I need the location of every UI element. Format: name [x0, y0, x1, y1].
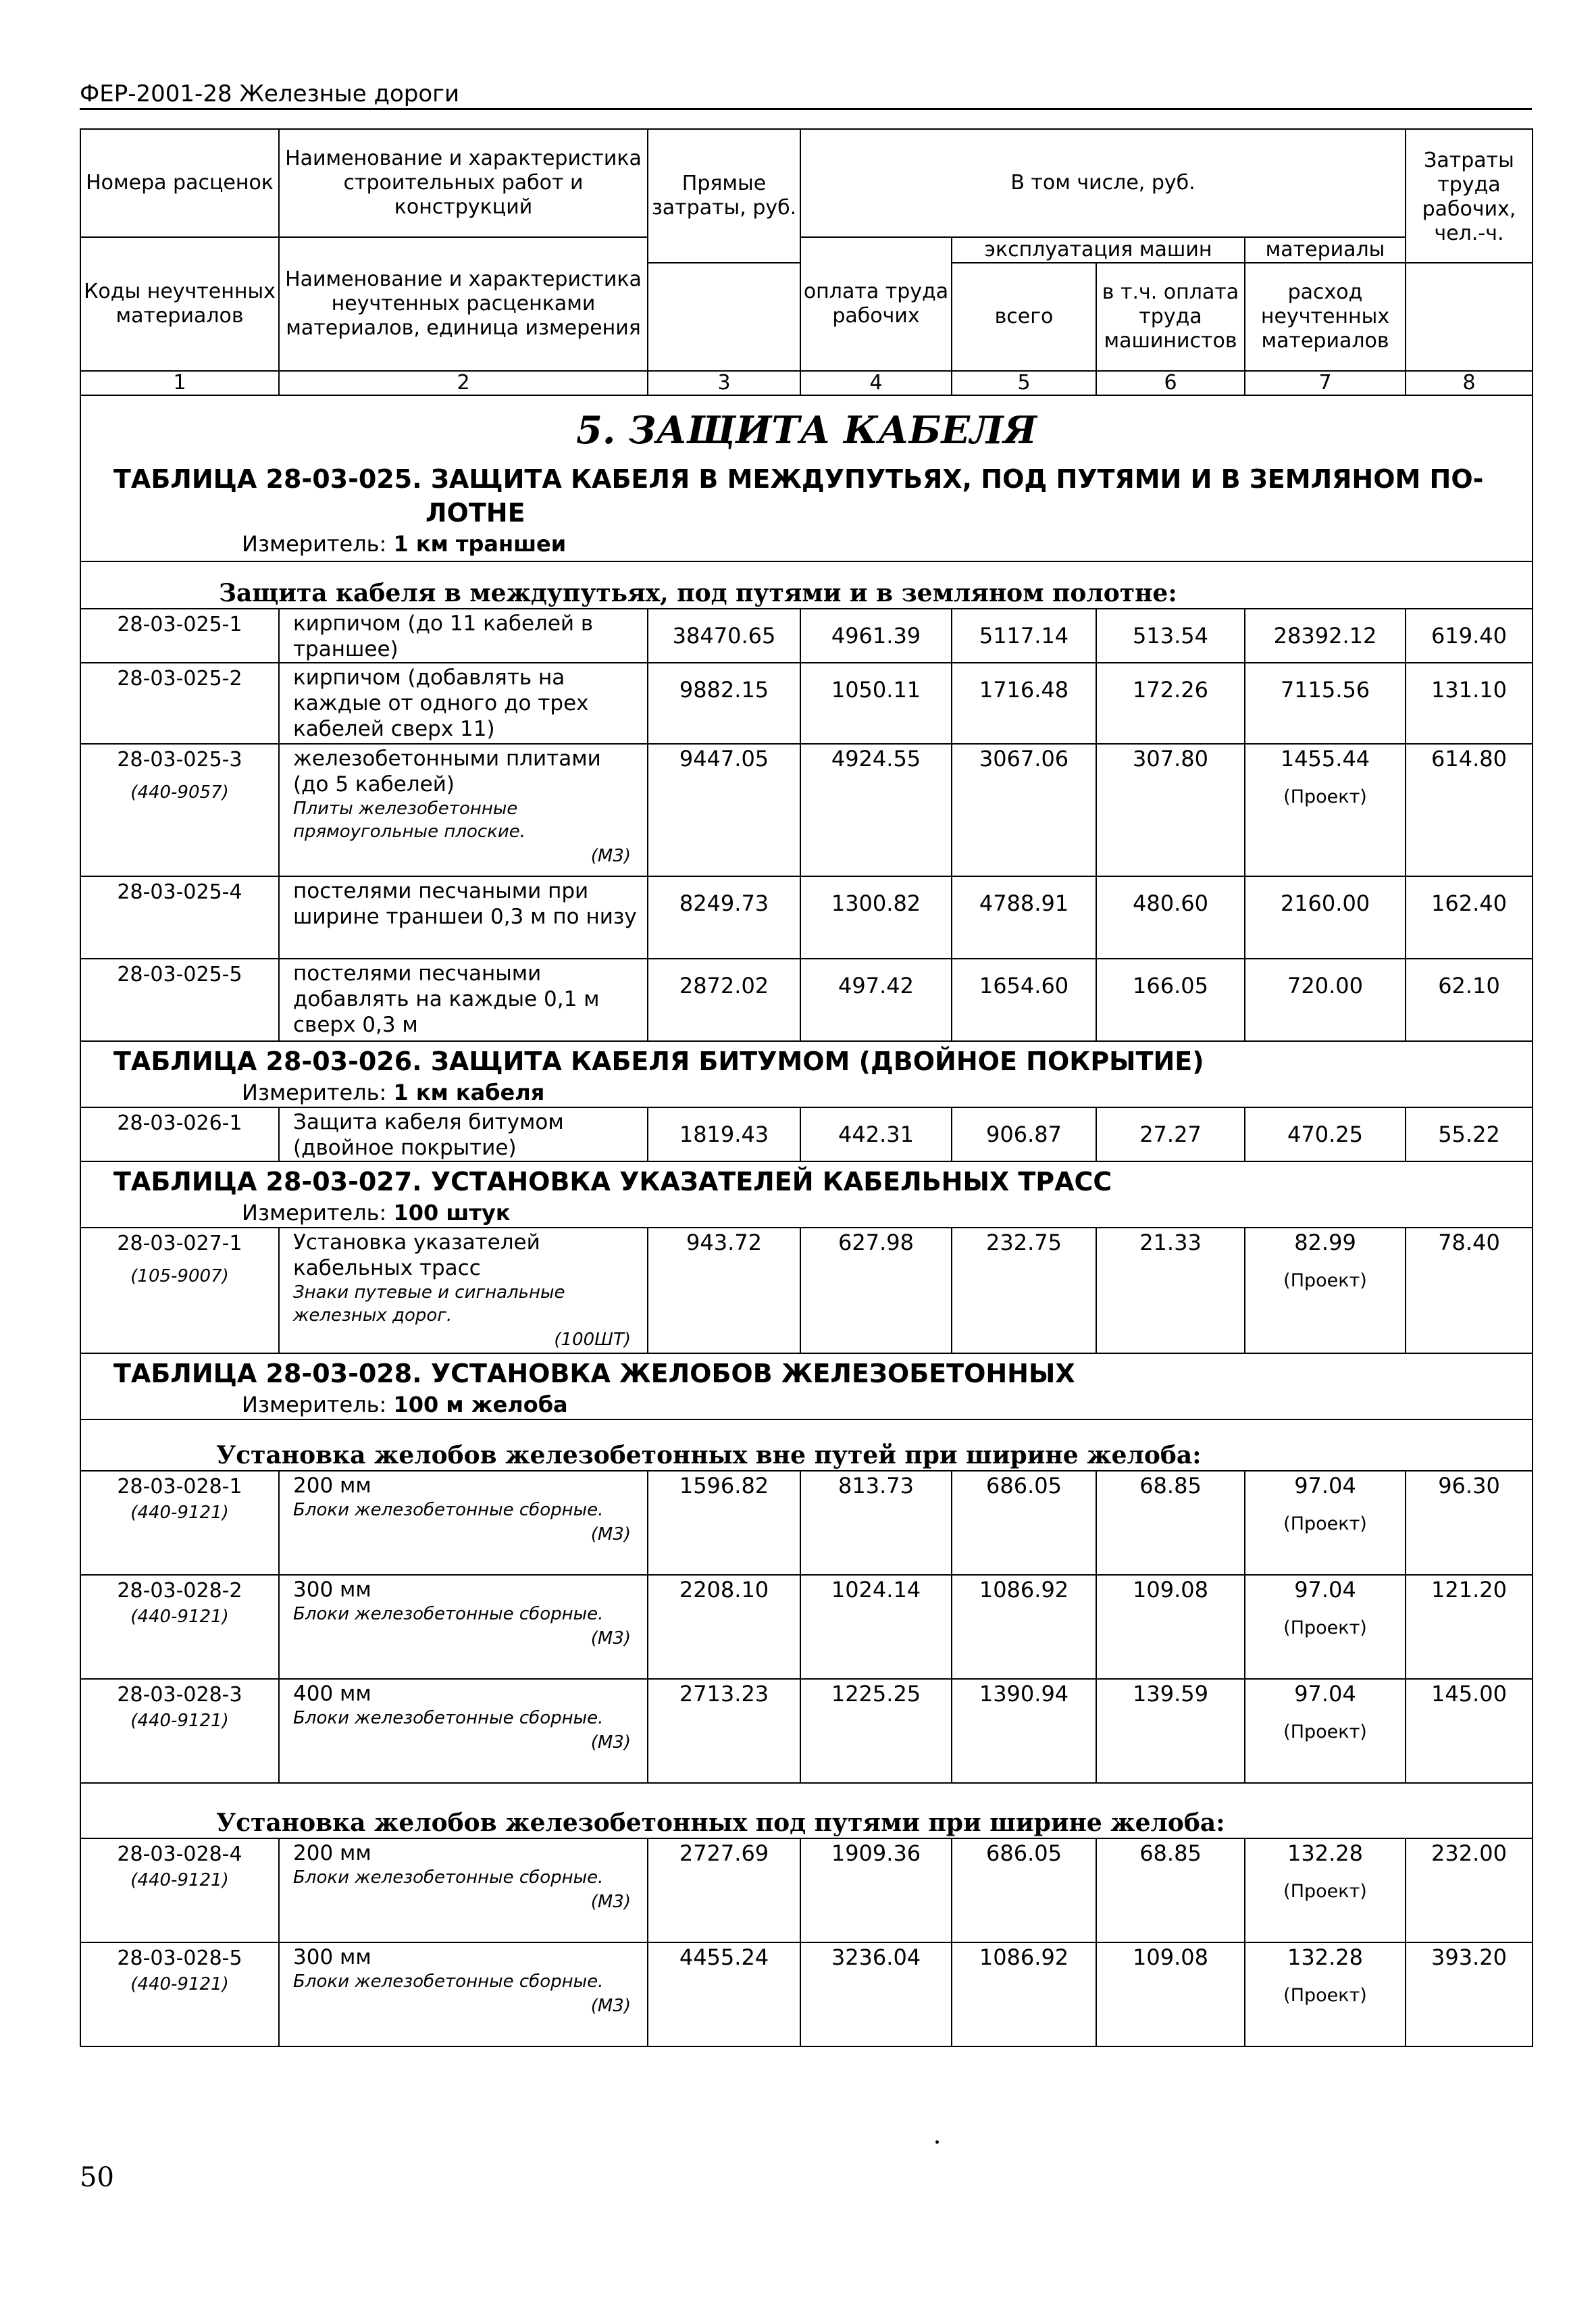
table-row [80, 663, 1533, 744]
rate-name: Установка указателей кабельных трасс [293, 1230, 540, 1280]
rate-name: 400 мм [293, 1682, 371, 1706]
material-name: Блоки железобетонные сборные. [293, 1708, 604, 1728]
labor-cost: 614.80 [1406, 744, 1533, 876]
direct-cost: 4455.24 [648, 1942, 800, 2046]
rate-name: кирпичом (добавлять на каждые от одного до трех кабелей сверх 11) [279, 663, 648, 744]
rate-name-cell [279, 1679, 648, 1783]
materials: 97.04 [1294, 1473, 1356, 1499]
rate-name: 300 мм [293, 1945, 371, 1969]
rate-code: 28-03-026-1 [80, 1107, 279, 1161]
table-026-meter [81, 1078, 1532, 1107]
labor-pay: 1909.36 [800, 1838, 952, 1942]
meter-value: 1 км траншеи [393, 531, 567, 557]
labor-pay: 442.31 [800, 1107, 952, 1161]
table-row [80, 1679, 1533, 1783]
labor-cost: 78.40 [1406, 1228, 1533, 1353]
rate-name-cell [279, 1942, 648, 2046]
material-name: Блоки железобетонные сборные. [293, 1604, 604, 1624]
table-025-meter [81, 530, 1532, 558]
machines-total: 4788.91 [952, 876, 1096, 959]
rate-code: 28-03-028-2 [117, 1579, 242, 1603]
rate-code: 28-03-025-1 [80, 609, 279, 663]
materials: 7115.56 [1245, 663, 1406, 744]
materials: 2160.00 [1245, 876, 1406, 959]
rate-code: 28-03-028-3 [117, 1683, 242, 1707]
materials: 720.00 [1245, 959, 1406, 1041]
rate-code-cell [80, 1228, 279, 1353]
labor-cost: 96.30 [1406, 1471, 1533, 1575]
project-note: (Проект) [1283, 786, 1367, 807]
material-unit: (М3) [590, 1732, 631, 1753]
project-note: (Проект) [1283, 1270, 1367, 1291]
header-labor-cost: Затраты труда рабочих, чел.-ч. [1406, 129, 1533, 263]
table-row [80, 1228, 1533, 1353]
rate-code: 28-03-028-1 [117, 1475, 242, 1499]
meter-label: Измеритель: [242, 531, 387, 557]
table-027-meter [81, 1199, 1532, 1227]
rate-code-cell [80, 1942, 279, 2046]
direct-cost: 1596.82 [648, 1471, 800, 1575]
material-code: (440-9057) [130, 782, 229, 803]
page-header: ФЕР-2001-28 Железные дороги [80, 80, 1532, 110]
rate-name-cell [279, 1838, 648, 1942]
labor-pay: 4961.39 [800, 609, 952, 663]
rate-name: 200 мм [293, 1841, 371, 1865]
rate-code: 28-03-027-1 [117, 1232, 242, 1255]
table-row [80, 609, 1533, 663]
machines-labor: 21.33 [1096, 1228, 1245, 1353]
header-materials-unaccounted: расход неучтенных материалов [1245, 263, 1406, 371]
labor-pay: 4924.55 [800, 744, 952, 876]
machines-labor: 109.08 [1096, 1942, 1245, 2046]
rate-code: 28-03-025-4 [80, 876, 279, 959]
labor-cost: 393.20 [1406, 1942, 1533, 2046]
material-name: Блоки железобетонные сборные. [293, 1971, 604, 1992]
machines-labor: 27.27 [1096, 1107, 1245, 1161]
machines-labor: 68.85 [1096, 1471, 1245, 1575]
material-code: (105-9007) [130, 1266, 229, 1286]
materials-cell [1245, 1575, 1406, 1679]
section-block-025 [80, 395, 1533, 561]
material-unit: (М3) [590, 1892, 631, 1912]
machines-total: 5117.14 [952, 609, 1096, 663]
header-materials: материалы [1245, 237, 1406, 263]
table-025-subtitle-cell [80, 561, 1533, 609]
materials: 470.25 [1245, 1107, 1406, 1161]
rate-code-cell [80, 1838, 279, 1942]
material-unit: (М3) [590, 1524, 631, 1544]
direct-cost: 2208.10 [648, 1575, 800, 1679]
machines-total: 232.75 [952, 1228, 1096, 1353]
project-note: (Проект) [1283, 1617, 1367, 1638]
machines-total: 3067.06 [952, 744, 1096, 876]
header-machines-total: всего [952, 263, 1096, 371]
col-number: 3 [648, 371, 800, 395]
machines-total: 1086.92 [952, 1575, 1096, 1679]
rate-name-cell [279, 744, 648, 876]
labor-pay: 813.73 [800, 1471, 952, 1575]
table-025-title-line2: ЛОТНЕ [426, 498, 525, 528]
col-number: 7 [1245, 371, 1406, 395]
labor-pay: 1050.11 [800, 663, 952, 744]
table-028-subtitle2: Установка желобов железобетонных под путями при ширине желоба: [216, 1809, 1225, 1837]
labor-cost: 131.10 [1406, 663, 1533, 744]
direct-cost: 2872.02 [648, 959, 800, 1041]
table-row [80, 876, 1533, 959]
table-028-subtitle1: Установка желобов железобетонных вне путей при ширине желоба: [216, 1441, 1202, 1469]
materials: 28392.12 [1245, 609, 1406, 663]
material-code: (440-9121) [130, 1711, 229, 1731]
header-machines: эксплуатация машин [952, 237, 1245, 263]
header-col3-cont [648, 263, 800, 371]
materials-cell [1245, 1228, 1406, 1353]
section-title: 5. ЗАЩИТА КАБЕЛЯ [575, 408, 1037, 453]
direct-cost: 943.72 [648, 1228, 800, 1353]
rates-grid [80, 128, 1533, 2047]
rates-table [80, 128, 1532, 2155]
rate-name-cell [279, 1575, 648, 1679]
rate-name: 300 мм [293, 1578, 371, 1602]
materials-cell [1245, 1942, 1406, 2046]
col-number: 1 [80, 371, 279, 395]
materials: 97.04 [1294, 1681, 1356, 1707]
header-machines-labor: в т.ч. оплата труда машинистов [1096, 263, 1245, 371]
labor-cost: 145.00 [1406, 1679, 1533, 1783]
material-unit: (100ШТ) [554, 1330, 631, 1350]
machines-total: 686.05 [952, 1471, 1096, 1575]
table-row [80, 1942, 1533, 2046]
project-note: (Проект) [1283, 1513, 1367, 1534]
table-025-subtitle: Защита кабеля в междупутьях, под путями и в земляном полотне: [219, 579, 1177, 607]
material-unit: (М3) [590, 1628, 631, 1649]
table-028-title: ТАБЛИЦА 28-03-028. УСТАНОВКА ЖЕЛОБОВ ЖЕЛЕЗОБЕТОННЫХ [113, 1359, 1075, 1388]
header-labor-cost-cont [1406, 263, 1533, 371]
machines-labor: 68.85 [1096, 1838, 1245, 1942]
labor-pay: 1024.14 [800, 1575, 952, 1679]
direct-cost: 2727.69 [648, 1838, 800, 1942]
rate-name: 200 мм [293, 1474, 371, 1498]
table-row [80, 1575, 1533, 1679]
machines-labor: 109.08 [1096, 1575, 1245, 1679]
labor-cost: 162.40 [1406, 876, 1533, 959]
table-026-title: ТАБЛИЦА 28-03-026. ЗАЩИТА КАБЕЛЯ БИТУМОМ (ДВОЙНОЕ ПОКРЫТИЕ) [113, 1047, 1204, 1076]
labor-pay: 3236.04 [800, 1942, 952, 2046]
labor-cost: 232.00 [1406, 1838, 1533, 1942]
meter-value: 100 штук [393, 1200, 511, 1226]
table-025-title-line1: ТАБЛИЦА 28-03-025. ЗАЩИТА КАБЕЛЯ В МЕЖДУПУТЬЯХ, ПОД ПУТЯМИ И В ЗЕМЛЯНОМ ПО- [113, 464, 1484, 494]
material-unit: (М3) [590, 1996, 631, 2016]
machines-total: 686.05 [952, 1838, 1096, 1942]
materials: 97.04 [1294, 1577, 1356, 1603]
table-028-subtitle2-cell [80, 1783, 1533, 1838]
header-col1-bottom: Коды неучтенных материалов [80, 237, 279, 371]
rate-code-cell [80, 744, 279, 876]
scan-dot [935, 2140, 939, 2144]
machines-total: 906.87 [952, 1107, 1096, 1161]
direct-cost: 38470.65 [648, 609, 800, 663]
table-025-title [81, 462, 1532, 530]
rate-name-cell [279, 1471, 648, 1575]
meter-value: 1 км кабеля [393, 1080, 545, 1105]
table-row [80, 1838, 1533, 1942]
rate-name-cell [279, 1228, 648, 1353]
machines-labor: 513.54 [1096, 609, 1245, 663]
material-code: (440-9121) [130, 1974, 229, 1994]
project-note: (Проект) [1283, 1721, 1367, 1742]
table-row [80, 1107, 1533, 1161]
direct-cost: 8249.73 [648, 876, 800, 959]
rate-name: постелями песчаными добавлять на каждые 0,1 м сверх 0,3 м [279, 959, 648, 1041]
col-number: 6 [1096, 371, 1245, 395]
machines-labor: 139.59 [1096, 1679, 1245, 1783]
materials-cell [1245, 1838, 1406, 1942]
materials-cell [1245, 744, 1406, 876]
rate-code-cell [80, 1679, 279, 1783]
rate-code: 28-03-028-5 [117, 1946, 242, 1970]
rate-name: Защита кабеля битумом (двойное покрытие) [279, 1107, 648, 1161]
materials: 82.99 [1294, 1230, 1356, 1255]
labor-pay: 1225.25 [800, 1679, 952, 1783]
table-028-header [80, 1353, 1533, 1419]
header-col2-top: Наименование и характеристика строительных работ и конструкций [279, 129, 648, 237]
project-note: (Проект) [1283, 1881, 1367, 1902]
rate-code: 28-03-025-2 [80, 663, 279, 744]
col-number: 8 [1406, 371, 1533, 395]
materials: 132.28 [1287, 1944, 1363, 1970]
rate-code: 28-03-025-3 [117, 748, 242, 772]
col-number: 5 [952, 371, 1096, 395]
material-name: Блоки железобетонные сборные. [293, 1867, 604, 1888]
meter-value: 100 м желоба [393, 1392, 568, 1417]
header-col2-bottom: Наименование и характеристика неучтенных расценками материалов, единица измерения [279, 237, 648, 371]
materials: 132.28 [1287, 1840, 1363, 1866]
material-code: (440-9121) [130, 1870, 229, 1890]
header-col3: Прямые затраты, руб. [648, 129, 800, 263]
materials-cell [1245, 1471, 1406, 1575]
machines-total: 1716.48 [952, 663, 1096, 744]
direct-cost: 9447.05 [648, 744, 800, 876]
machines-total: 1390.94 [952, 1679, 1096, 1783]
labor-cost: 619.40 [1406, 609, 1533, 663]
meter-label: Измеритель: [242, 1392, 387, 1417]
rate-code: 28-03-025-5 [80, 959, 279, 1041]
material-code: (440-9121) [130, 1607, 229, 1627]
header-labor-pay: оплата труда рабочих [800, 237, 952, 371]
labor-pay: 497.42 [800, 959, 952, 1041]
table-027-title: ТАБЛИЦА 28-03-027. УСТАНОВКА УКАЗАТЕЛЕЙ КАБЕЛЬНЫХ ТРАСС [113, 1167, 1112, 1197]
labor-cost: 62.10 [1406, 959, 1533, 1041]
rate-code-cell [80, 1471, 279, 1575]
rate-name: постелями песчаными при ширине траншеи 0,3 м по низу [279, 876, 648, 959]
table-row [80, 959, 1533, 1041]
table-028-meter [81, 1390, 1532, 1419]
rate-code-cell [80, 1575, 279, 1679]
machines-labor: 166.05 [1096, 959, 1245, 1041]
labor-cost: 121.20 [1406, 1575, 1533, 1679]
material-name: Плиты железобетонные прямоугольные плоские. [293, 799, 526, 842]
material-code: (440-9121) [130, 1503, 229, 1523]
materials: 1455.44 [1280, 746, 1370, 772]
material-name: Блоки железобетонные сборные. [293, 1500, 604, 1520]
table-026-header [80, 1041, 1533, 1107]
machines-total: 1654.60 [952, 959, 1096, 1041]
table-row [80, 1471, 1533, 1575]
project-note: (Проект) [1283, 1985, 1367, 2006]
labor-pay: 1300.82 [800, 876, 952, 959]
meter-label: Измеритель: [242, 1200, 387, 1226]
direct-cost: 1819.43 [648, 1107, 800, 1161]
machines-labor: 480.60 [1096, 876, 1245, 959]
table-027-header [80, 1161, 1533, 1228]
rate-name: кирпичом (до 11 кабелей в траншее) [279, 609, 648, 663]
meter-label: Измеритель: [242, 1080, 387, 1105]
header-in-total: В том числе, руб. [800, 129, 1406, 237]
material-name: Знаки путевые и сигнальные железных дорог. [293, 1282, 565, 1326]
col-number: 2 [279, 371, 648, 395]
rate-code: 28-03-028-4 [117, 1842, 242, 1866]
machines-total: 1086.92 [952, 1942, 1096, 2046]
labor-cost: 55.22 [1406, 1107, 1533, 1161]
rate-name: железобетонными плитами (до 5 кабелей) [293, 747, 601, 797]
materials-cell [1245, 1679, 1406, 1783]
machines-labor: 172.26 [1096, 663, 1245, 744]
page-number: 50 [80, 2162, 114, 2193]
header-col1-top: Номера расценок [80, 129, 279, 237]
table-028-subtitle1-cell [80, 1419, 1533, 1471]
labor-pay: 627.98 [800, 1228, 952, 1353]
material-unit: (М3) [590, 846, 631, 866]
machines-labor: 307.80 [1096, 744, 1245, 876]
table-row [80, 744, 1533, 876]
direct-cost: 9882.15 [648, 663, 800, 744]
col-number: 4 [800, 371, 952, 395]
direct-cost: 2713.23 [648, 1679, 800, 1783]
